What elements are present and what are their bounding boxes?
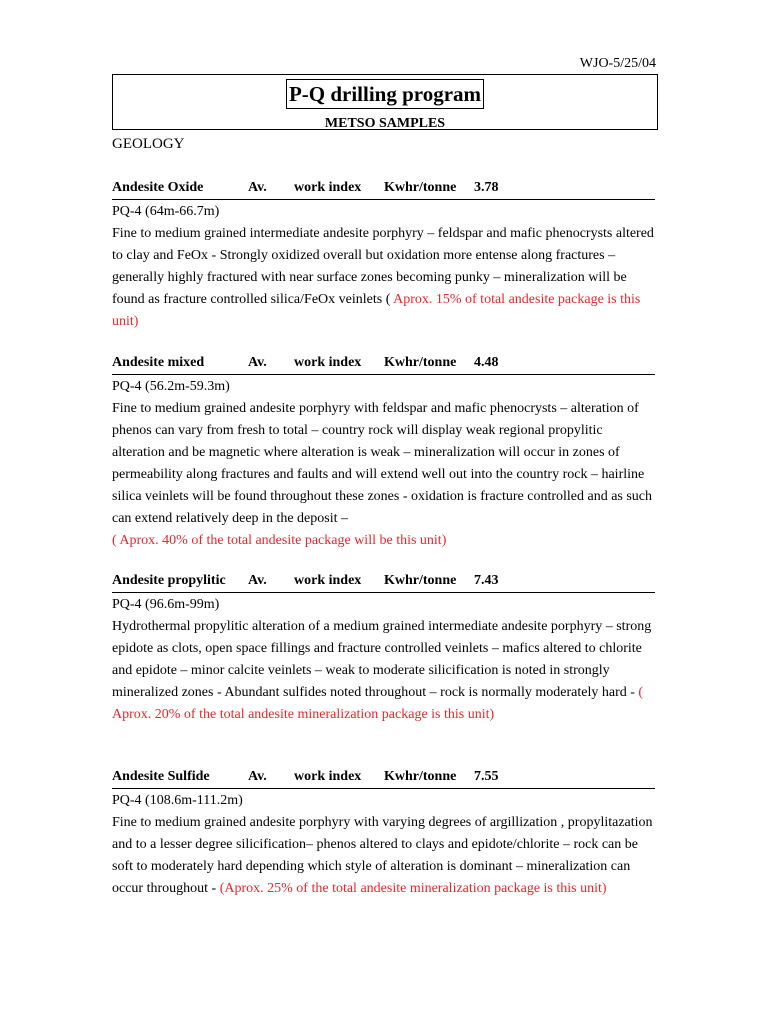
description-text: Fine to medium grained andesite porphyry with varying degrees of argillization , propylitazation and to a lesser degree silicification– phenos altered to clays and epidote/chlorite – rock can be soft to moderately hard depending which style of alteration is dominant – mineralization can occur throughout - bbox=[112, 815, 653, 896]
section-header bbox=[112, 570, 655, 593]
work-index-value: 3.78 bbox=[474, 180, 499, 195]
section-header bbox=[112, 766, 655, 789]
section-name: Andesite propylitic bbox=[112, 573, 226, 588]
av-label: Av. bbox=[248, 769, 267, 784]
section-name: Andesite Sulfide bbox=[112, 769, 210, 784]
sample-id: PQ-4 (96.6m-99m) bbox=[112, 597, 220, 612]
av-label: Av. bbox=[248, 355, 267, 370]
unit-label: Kwhr/tonne bbox=[384, 355, 457, 370]
description-text: Fine to medium grained intermediate andesite porphyry – feldspar and mafic phenocrysts altered to clay and FeOx - Strongly oxidized overall but oxidation more entense along fractures – generally highly fractured with near surface zones becoming punky – mineralization will be found as fracture controlled silica/FeOx veinlets ( bbox=[112, 226, 654, 307]
description-text: Fine to medium grained andesite porphyry with feldspar and mafic phenocrysts – alteration of phenos can vary from fresh to total – country rock will display weak regional propylitic alteration and be magnetic where alteration is weak – mineralization will occur in zones of permeability along fractures and faults and will extend well out into the country rock – hairline silica veinlets will be found throughout these zones - oxidation is fracture controlled and as such can extend relatively deep in the deposit – bbox=[112, 401, 653, 526]
section-description bbox=[112, 398, 655, 552]
unit-label: Kwhr/tonne bbox=[384, 573, 457, 588]
proportion-note: Aprox. 15% of total andesite package is this unit) bbox=[112, 292, 641, 329]
sample-id: PQ-4 (108.6m-111.2m) bbox=[112, 793, 243, 808]
proportion-note: ( Aprox. 40% of the total andesite package will be this unit) bbox=[112, 533, 447, 548]
work-index-value: 4.48 bbox=[474, 355, 499, 370]
proportion-note: (Aprox. 25% of the total andesite mineralization package is this unit) bbox=[219, 881, 607, 896]
proportion-note: ( Aprox. 20% of the total andesite mineralization package is this unit) bbox=[112, 685, 644, 722]
section-description bbox=[112, 812, 655, 900]
document-title: P-Q drilling program bbox=[286, 79, 484, 109]
section-description bbox=[112, 223, 655, 333]
work-index-value: 7.43 bbox=[474, 573, 499, 588]
section-description bbox=[112, 616, 655, 726]
section-andesite-sulfide bbox=[112, 766, 655, 900]
unit-label: Kwhr/tonne bbox=[384, 180, 457, 195]
av-label: Av. bbox=[248, 573, 267, 588]
section-andesite-propylitic bbox=[112, 570, 655, 726]
section-header bbox=[112, 177, 655, 200]
work-index-label: work index bbox=[294, 355, 362, 370]
section-andesite-oxide bbox=[112, 177, 655, 333]
work-index-label: work index bbox=[294, 180, 362, 195]
work-index-value: 7.55 bbox=[474, 769, 499, 784]
geology-heading: GEOLOGY bbox=[112, 136, 185, 152]
work-index-label: work index bbox=[294, 573, 362, 588]
work-index-label: work index bbox=[294, 769, 362, 784]
section-name: Andesite Oxide bbox=[112, 180, 204, 195]
section-name: Andesite mixed bbox=[112, 355, 205, 370]
title-box bbox=[112, 74, 658, 130]
section-header bbox=[112, 352, 655, 375]
description-text: Hydrothermal propylitic alteration of a medium grained intermediate andesite porphyry – strong epidote as clots, open space fillings and fracture controlled veinlets – mafics altered to chlorite and epidote – minor calcite veinlets – weak to moderate silicification is noted in strongly mineralized zones - Abundant sulfides noted throughout – rock is normally moderately hard - bbox=[112, 619, 652, 700]
sample-id: PQ-4 (56.2m-59.3m) bbox=[112, 379, 230, 394]
document-subtitle: METSO SAMPLES bbox=[324, 116, 446, 131]
av-label: Av. bbox=[248, 180, 267, 195]
document-reference: WJO-5/25/04 bbox=[579, 56, 656, 71]
sample-id: PQ-4 (64m-66.7m) bbox=[112, 204, 220, 219]
unit-label: Kwhr/tonne bbox=[384, 769, 457, 784]
section-andesite-mixed bbox=[112, 352, 655, 552]
